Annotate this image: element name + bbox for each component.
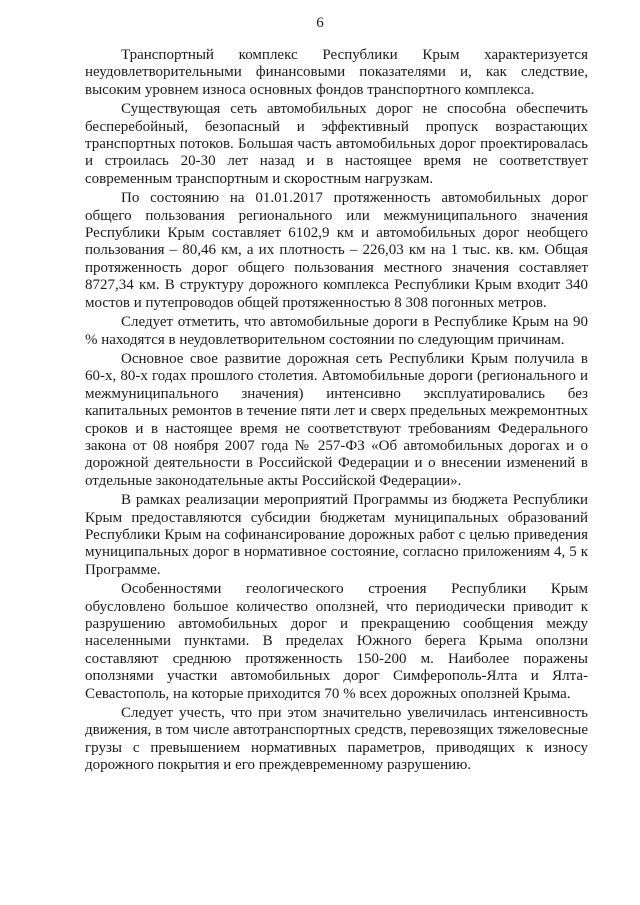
paragraph-network-history: Основное свое развитие дорожная сеть Республики Крым получила в 60-х, 80-х годах прошлого столетия. Автомобильные дороги (регионального и межмуниципального значения) интенсивно эксплуатировались без капитальных ремонтов в течение пяти лет и сверх предельных межремонтных сроков и в настоящее время не соответствуют требованиям Федерального закона от 08 ноября 2007 года № 257-ФЗ «Об автомобильных дорогах и о дорожной деятельности в Российской Федерации и о внесении изменений в отдельные законодательные акты Российской Федерации». (85, 350, 588, 489)
paragraph-landslides: Особенностями геологического строения Республики Крым обусловлено большое количество оползней, что периодически приводит к разрушению автомобильных дорог и прекращению сообщения между населенными пунктами. В пределах Южного берега Крыма оползни составляют среднюю протяженность 150-200 м. Наиболее поражены оползнями участки автомобильных дорог Симферополь-Ялта и Ялта-Севастополь, на которые приходится 70 % всех дорожных оползней Крыма. (85, 581, 588, 702)
page-number: 6 (316, 15, 324, 31)
paragraph-subsidies: В рамках реализации мероприятий Программы из бюджета Республики Крым предоставляются субсидии бюджетам муниципальных образований Республики Крым на софинансирование дорожных работ с целью приведения муниципальных дорог в нормативное состояние, согласно приложениям 4, 5 к Программе. (85, 492, 588, 578)
paragraph-traffic-intensity: Следует учесть, что при этом значительно увеличилась интенсивность движения, в том числе автотранспортных средств, перевозящих тяжеловесные грузы с превышением нормативных параметров, приводящих к износу дорожного покрытия и его преждевременному разрушению. (85, 705, 588, 774)
document-body (85, 47, 588, 775)
paragraph-road-condition: Следует отметить, что автомобильные дороги в Республике Крым на 90 % находятся в неудовлетворительном состоянии по следующим причинам. (85, 314, 588, 348)
paragraph-road-lengths: По состоянию на 01.01.2017 протяженность автомобильных дорог общего пользования регионального или межмуниципального значения Республики Крым составляет 6102,9 км и автомобильных дорог необщего пользования – 80,46 км, а их плотность – 226,03 км на 1 тыс. кв. км. Общая протяженность дорог общего пользования местного значения составляет 8727,34 км. В структуру дорожного комплекса Республики Крым входит 340 мостов и путепроводов общей протяженностью 8 308 погонных метров. (85, 190, 588, 311)
paragraph-transport-complex: Транспортный комплекс Республики Крым характеризуется неудовлетворительными финансовыми показателями и, как следствие, высоким уровнем износа основных фондов транспортного комплекса. (85, 47, 588, 98)
paragraph-road-network: Существующая сеть автомобильных дорог не способна обеспечить бесперебойный, безопасный и эффективный пропуск возрастающих транспортных потоков. Большая часть автомобильных дорог проектировалась и строилась 20-30 лет назад и в настоящее время не соответствует современным транспортным и скоростным нагрузкам. (85, 101, 588, 187)
